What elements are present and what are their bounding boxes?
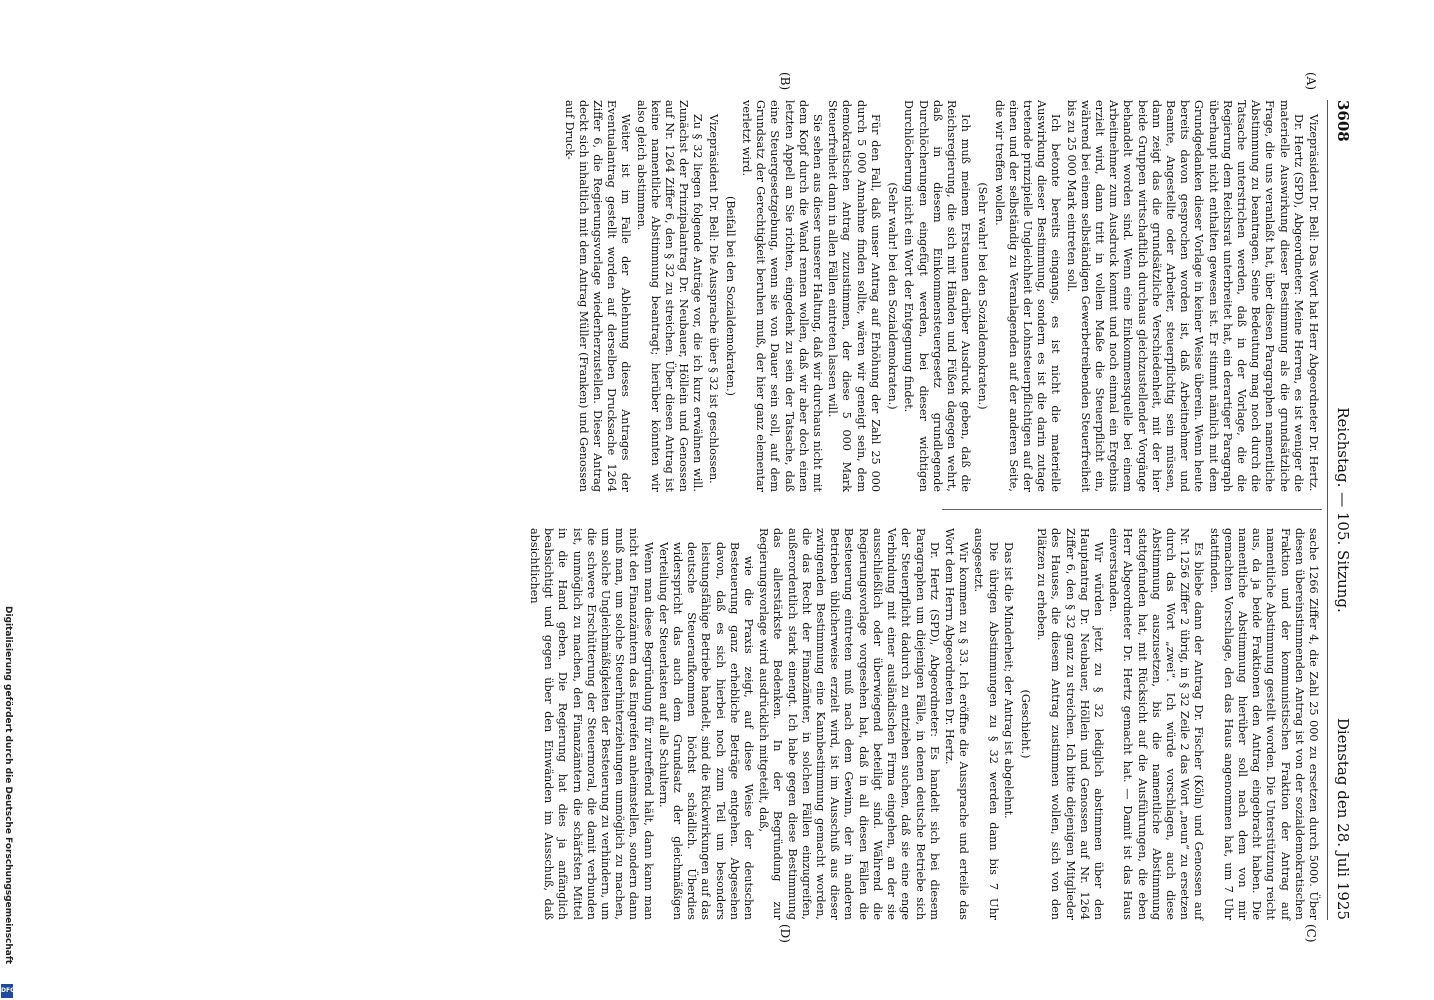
paragraph: Dr. Hertz (SPD), Abgeordneter: Meine Herren, es ist weniger die materielle Auswirkung dieser Bestimmung als die grundsätzliche Frage, die uns veranlaßt hat, über diesen Paragraphen namentliche Abstimmung zu beantragen. Seine Bedeutung mag noch durch die Tatsache unterstrichen werden, daß in der Vorlage, die die Regierung dem Reichsrat unterbreitet hat, ein derartiger Paragraph überhaupt nicht enthalten gewesen ist. Er stimmt nämlich mit dem Grundgedanken dieser Vorlage in keiner Weise überein. Wenn heute bereits davon gesprochen worden ist, daß Arbeitnehmer und Beamte, Angestellte oder Arbeiter, steuerpflichtig sein müssen, dann zeigt das die grundsätzliche Verschiedenheit, mit der hier beide Gruppen wirtschaftlich durchaus gleichzustellender Vorgänge behandelt worden sind. Wenn eine Einkommensquelle bei einem Arbeitnehmer zum Ausdruck kommt und noch einmal ein Ergebnis erzielt wird, dann tritt in vollem Maße die Steuerpflicht ein, während bei einem selbständigen Gewerbetreibenden Steuerfreiheit bis zu 25 000 Mark eintreten soll. <box>1064 100 1305 492</box>
interjection: (Beifall bei den Sozialdemokraten.) <box>723 195 737 397</box>
interjection: (Sehr wahr! bei den Sozialdemokraten.) <box>976 182 990 410</box>
paragraph: Wir würden jetzt zu § 32 lediglich abstimmen über den Hauptantrag Dr. Neubauer, Höllein und Genossen auf Nr. 1264 Ziffer 6, den § 32 ganz zu streichen. Ich bitte diejenigen Mitglieder des Hauses, die diesem Antrag zustimmen wollen, sich von den Plätzen zu erheben. <box>1035 528 1105 920</box>
dfg-logo: DFG <box>1 984 13 998</box>
page-header <box>1330 100 1352 920</box>
header-date: Dienstag den 28. Juli 1925 <box>1334 717 1352 920</box>
paragraph: Für den Fall, daß unser Antrag auf Erhöhung der Zahl 25 000 durch 5 000 Annahme finden sollte, wären wir geneigt sein, dem demokratischen Antrag zuzustimmen, der diese 5 000 Mark Steuerfreiheit dann in allen Fällen eintreten lassen will. <box>826 100 882 492</box>
credit-text: Digitalisierung gefördert durch die Deutsche Forschungsgemeinschaft <box>3 606 13 965</box>
page-number: 3608 <box>1334 100 1352 142</box>
right-column <box>526 528 1320 920</box>
paragraph: Wir kommen zu § 33. Ich eröffne die Aussprache und erteile das Wort dem Herrn Abgeordneten Dr. Hertz. <box>942 528 971 920</box>
quotation: wie die Praxis zeigt, auf diese Weise der deutschen Besteuerung ganz erhebliche Beträge entgehen. Abgesehen davon, daß es sich hierbei noch zum Teil um besonders leistungsfähige Betriebe handelt, sind die Rückwirkungen auf das deutsche Steueraufkommen höchst schädlich. Überdies widerspricht das auch dem Grundsatz der gleichmäßigen Verteilung der Steuerlasten auf alle Schultern. <box>656 542 756 920</box>
margin-marker-b: (B) <box>778 72 792 91</box>
header-rule <box>1327 100 1328 920</box>
paragraph: Ich muß meinem Erstaunen darüber Ausdruck geben, daß die Reichsregierung, die sich mit Händen und Füßen dagegen wehrt, daß in diesem Einkommensteuergesetz grundlegende Durchlöcherungen eingefügt werden, bei dieser wichtigen Durchlöcherung nicht ein Wort der Entgegnung findet. <box>902 100 973 492</box>
paragraph: Dr. Hertz (SPD), Abgeordneter: Es handelt sich bei diesem Paragraphen um diejenigen Fälle, in denen deutsche Betriebe sich der Steuerpflicht dadurch zu entziehen suchen, daß sie eine enge Verbindung mit einer ausländischen Firma eingehen, an der sie ausschließlich oder überwiegend beteiligt sind. Während die Regierungsvorlage vorgesehen hat, daß in all diesen Fällen die Besteuerung eintreten muß nach dem Gewinn, der in anderen Betrieben üblicherweise erzielt wird, ist im Ausschuß aus dieser zwingenden Bestimmung eine Kannbestimmung gemacht worden, die das Recht der Finanzämter, in solchen Fällen einzugreifen, außerordentlich stark einengt. Ich habe gegen diese Bestimmung das allerstärkste Bedenken. In der Begründung zur Regierungsvorlage wird ausdrücklich mitgeteilt, daß, <box>757 528 941 920</box>
interjection: (Geschieht.) <box>1018 689 1032 759</box>
paragraph: Das ist die Minderheit; der Antrag ist abgelehnt. <box>1001 542 1015 819</box>
margin-marker-c: (C) <box>1304 924 1318 943</box>
paragraph: Die übrigen Abstimmungen zu § 32 werden dann bis 7 Uhr ausgesetzt. <box>972 528 1000 920</box>
digitization-credit <box>0 606 14 1000</box>
interjection: (Sehr wahr! bei den Sozialdemokraten.) <box>886 182 900 410</box>
paragraph: Es bliebe dann der Antrag Dr. Fischer (Köln) und Genossen auf Nr. 1256 Ziffer 2 übrig, in § 32 Zeile 2 das Wort „neun“ zu ersetzen durch das Wort „zwei“. Ich würde vorschlagen, auch diese Abstimmung auszusetzen, bis die namentliche Abstimmung stattgefunden hat, mit Rücksicht auf die Ausführungen, die eben Herr Abgeordneter Dr. Hertz gemacht hat. — Damit ist das Haus einverstanden. <box>1107 528 1206 920</box>
paragraph: Wenn man diese Begründung für zutreffend hält, dann kann man nicht den Finanzämtern das Eingreifen anheimstellen, sondern dann muß man, um solche Steuerhinterziehungen unmöglich zu machen, um solche Ungleichmäßigkeiten der Besteuerung zu verhindern, um die schwere Erschütterung der Steuermoral, die damit verbunden ist, unmöglich zu machen, den Finanzämtern die schärfsten Mittel in die Hand geben. Die Regierung hat dies ja anfänglich beabsichtigt und gegen über den Einwänden im Ausschuß, daß absichtlichen <box>528 528 655 920</box>
document-page <box>102 72 1352 943</box>
margin-marker-d: (D) <box>778 924 792 943</box>
margin-marker-a: (A) <box>1304 72 1318 91</box>
paragraph: Vizepräsident Dr. Bell: Die Aussprache über § 32 ist geschlossen. <box>706 114 720 484</box>
paragraph: Sie sehen aus dieser unserer Haltung, daß wir durchaus nicht mit dem Kopf durch die Wand rennen wollen, daß wir aber doch einen letzten Appell an Sie richten, eingedenk zu sein der Tatsache, daß eine Steuergesetzgebung, wenn sie von Dauer sein soll, auf dem Grundsatz der Gerechtigkeit beruhen muß, der hier ganz elementar verletzt wird. <box>740 100 825 492</box>
header-title: Reichstag. — 105. Sitzung. <box>1334 407 1352 613</box>
paragraph: Vizepräsident Dr. Bell: Das Wort hat Herr Abgeordneter Dr. Hertz. <box>1307 114 1320 492</box>
paragraph: Zu § 32 liegen folgende Anträge vor, die ich kurz erwähnen will. Zunächst der Prinzipalantrag Dr. Neubauer, Höllein und Genossen auf Nr. 1264 Ziffer 6, den § 32 zu streichen. Über diesen Antrag ist keine namentliche Abstimmung beantragt; hierüber könnten wir also gleich abstimmen. <box>634 100 705 492</box>
left-column <box>560 100 1320 492</box>
paragraph: Ich betonte bereits eingangs, es ist nicht die materielle Auswirkung dieser Bestimmung, sondern es ist die darin zutage tretende prinzipielle Ungleichheit der Lohnsteuerpflichtigen auf der einen und der selbständig zu Veranlagenden auf der anderen Seite, die wir treffen wollen. <box>992 100 1063 492</box>
paragraph: Weiter ist im Falle der Ablehnung dieses Antrages der Eventualantrag gestellt worden auf derselben Drucksache 1264 Ziffer 6, die Regierungsvorlage wiederherzustellen. Dieser Antrag deckt sich inhaltlich mit dem Antrag Müller (Franken) und Genossen auf Druck- <box>562 100 633 492</box>
column-rule <box>942 509 1322 510</box>
paragraph: sache 1266 Ziffer 4, die Zahl 25 000 zu ersetzen durch 5000. Über diesen übereinstimmenden Antrag ist von der sozialdemokratischen Fraktion und der kommunistischen Fraktion der Antrag auf namentliche Abstimmung gestellt worden. Die Unterstützung reicht aus, da ja beide Fraktionen den Antrag eingebracht haben. Die namentliche Abstimmung hierüber soll nach dem von mir gemachten Vorschlage, den das Haus angenommen hat, um 7 Uhr stattfinden. <box>1207 528 1320 920</box>
